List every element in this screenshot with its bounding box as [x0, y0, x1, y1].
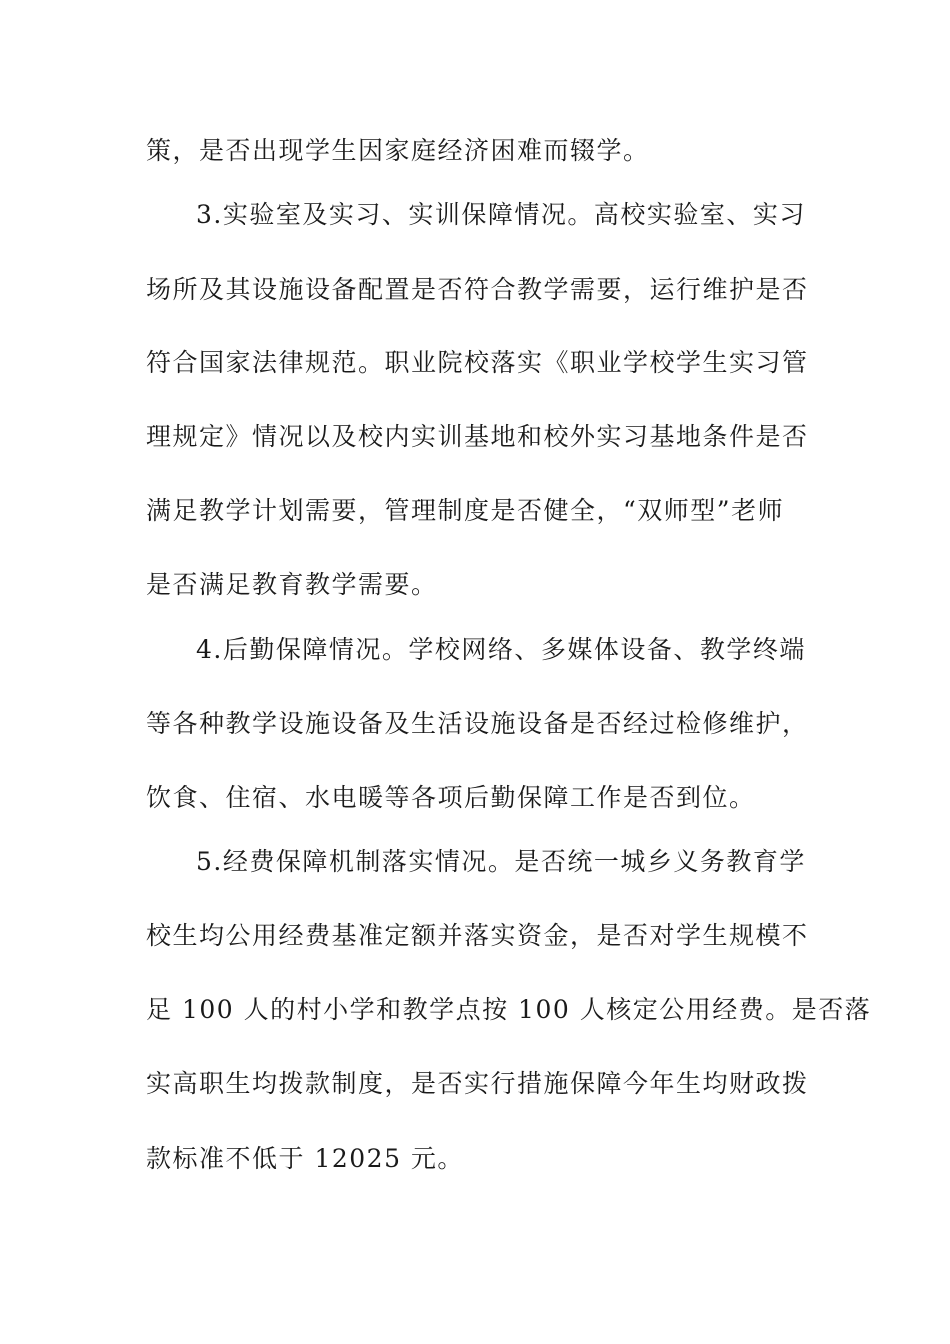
text-line: 足 100 人的村小学和教学点按 100 人核定公用经费。是否落: [146, 995, 872, 1024]
text-line: 理规定》情况以及校内实训基地和校外实习基地条件是否: [146, 422, 809, 451]
paragraph-4-start: 4.后勤保障情况。学校网络、多媒体设备、教学终端: [196, 635, 806, 664]
text-line: 实高职生均拨款制度，是否实行措施保障今年生均财政拨: [146, 1069, 809, 1098]
text-line: 校生均公用经费基准定额并落实资金，是否对学生规模不: [146, 921, 809, 950]
text-line: 饮食、住宿、水电暖等各项后勤保障工作是否到位。: [146, 783, 756, 812]
text-line: 是否满足教育教学需要。: [146, 570, 438, 599]
text-line: 满足教学计划需要，管理制度是否健全，“双师型”老师: [146, 496, 785, 525]
text-line: 策，是否出现学生因家庭经济困难而辍学。: [146, 136, 650, 165]
paragraph-3-start: 3.实验室及实习、实训保障情况。高校实验室、实习: [196, 200, 806, 229]
text-line: 场所及其设施设备配置是否符合教学需要，运行维护是否: [146, 275, 809, 304]
paragraph-5-start: 5.经费保障机制落实情况。是否统一城乡义务教育学: [196, 847, 806, 876]
text-line: 等各种教学设施设备及生活设施设备是否经过检修维护，: [146, 709, 809, 738]
text-line: 符合国家法律规范。职业院校落实《职业学校学生实习管: [146, 348, 809, 377]
text-line: 款标准不低于 12025 元。: [146, 1144, 464, 1173]
